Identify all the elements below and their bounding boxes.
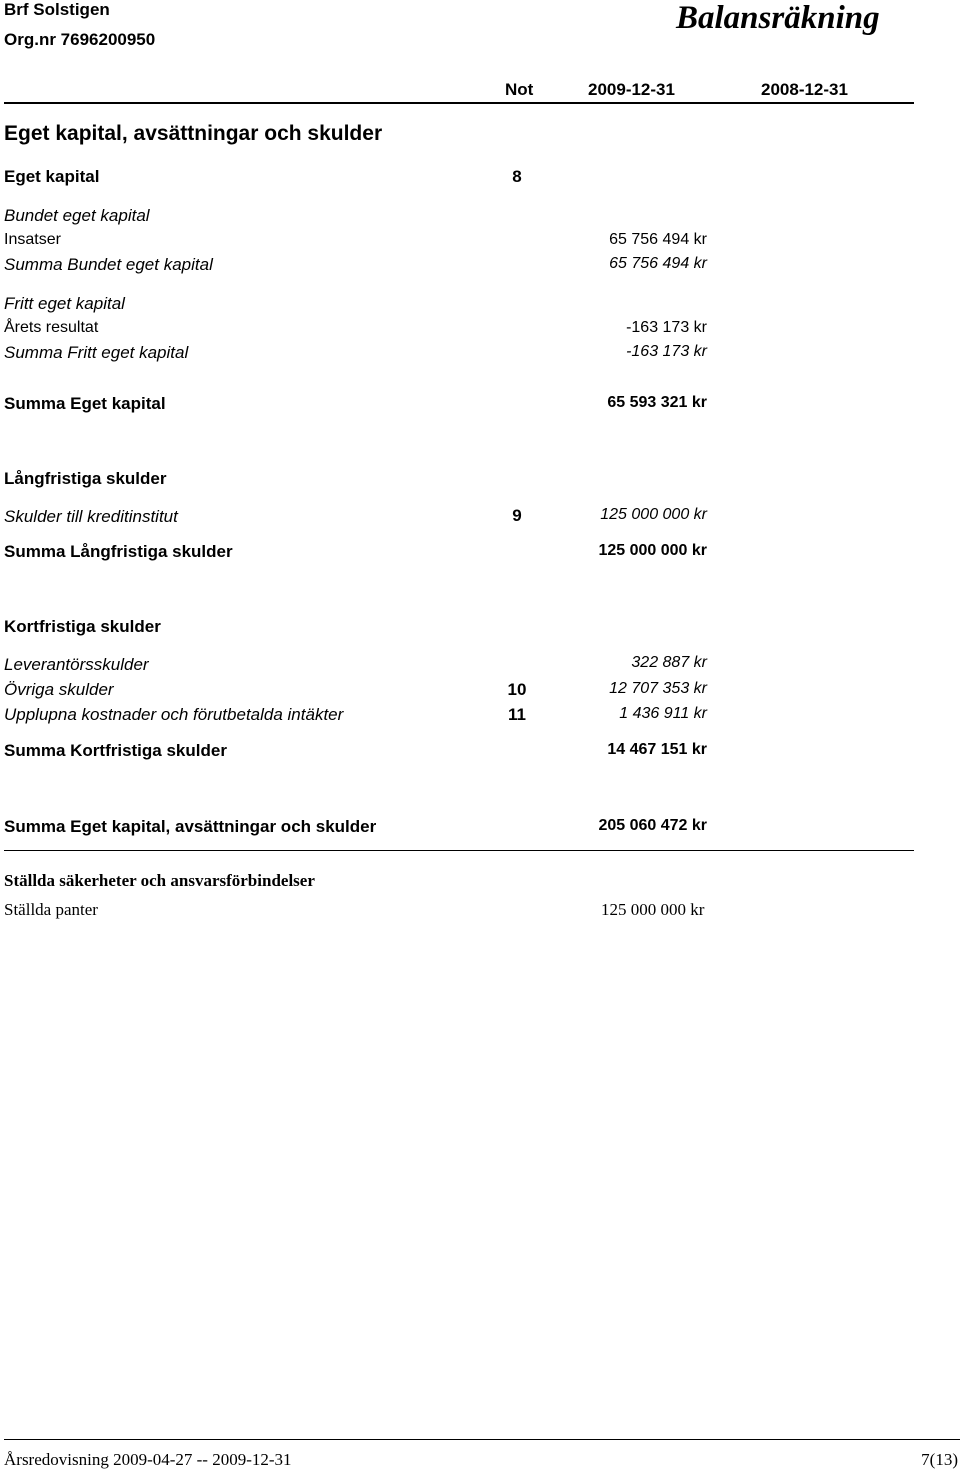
long-term-debt-sum-value: 125 000 000 kr <box>598 542 707 559</box>
short-term-item-note: 11 <box>508 705 526 724</box>
credit-institution-debt-label: Skulder till kreditinstitut <box>4 507 178 526</box>
long-term-debt-sum-label: Summa Långfristiga skulder <box>4 542 233 561</box>
bound-equity-heading: Bundet eget kapital <box>4 206 150 225</box>
equity-total-value: 65 593 321 kr <box>607 394 707 411</box>
equity-total-label: Summa Eget kapital <box>4 394 166 413</box>
short-term-debt-heading: Kortfristiga skulder <box>4 617 161 636</box>
footer-divider <box>4 1439 960 1440</box>
short-term-item-label: Upplupna kostnader och förutbetalda intäkter <box>4 705 344 724</box>
short-term-debt-sum-value: 14 467 151 kr <box>607 741 707 758</box>
page-title: Balansräkning <box>676 0 880 36</box>
short-term-item-value: 1 436 911 kr <box>619 705 707 722</box>
footer-report-period: Årsredovisning 2009-04-27 -- 2009-12-31 <box>4 1450 292 1469</box>
bound-equity-sum-label: Summa Bundet eget kapital <box>4 255 213 274</box>
total-divider <box>4 850 914 851</box>
credit-institution-debt-note: 9 <box>512 506 522 525</box>
short-term-item-value: 322 887 kr <box>631 654 707 671</box>
column-header-2009: 2009-12-31 <box>588 80 675 99</box>
column-header-note: Not <box>505 80 534 99</box>
pledged-assets-heading: Ställda säkerheter och ansvarsförbindelser <box>4 871 315 890</box>
free-equity-heading: Fritt eget kapital <box>4 294 125 313</box>
section-title: Eget kapital, avsättningar och skulder <box>4 122 383 145</box>
long-term-debt-heading: Långfristiga skulder <box>4 469 167 488</box>
annual-result-value: -163 173 kr <box>626 319 707 336</box>
grand-total-value: 205 060 472 kr <box>598 817 707 834</box>
pledged-assets-label: Ställda panter <box>4 900 98 919</box>
insatser-value: 65 756 494 kr <box>609 231 707 248</box>
short-term-item-label: Övriga skulder <box>4 680 114 699</box>
bound-equity-sum-value: 65 756 494 kr <box>609 255 707 272</box>
short-term-item-value: 12 707 353 kr <box>609 680 707 697</box>
column-header-2008: 2008-12-31 <box>761 80 848 99</box>
short-term-item-label: Leverantörsskulder <box>4 655 149 674</box>
association-name: Brf Solstigen <box>4 0 110 19</box>
short-term-item-note: 10 <box>507 680 527 699</box>
annual-result-label: Årets resultat <box>4 319 99 336</box>
equity-heading: Eget kapital <box>4 167 100 186</box>
pledged-assets-value: 125 000 000 kr <box>601 900 705 919</box>
free-equity-sum-label: Summa Fritt eget kapital <box>4 343 189 362</box>
free-equity-sum-value: -163 173 kr <box>626 343 707 360</box>
footer-page-number: 7(13) <box>921 1450 958 1469</box>
equity-note: 8 <box>512 167 522 186</box>
credit-institution-debt-value: 125 000 000 kr <box>600 506 707 523</box>
insatser-label: Insatser <box>4 231 61 248</box>
header-divider <box>4 102 914 104</box>
org-number: Org.nr 7696200950 <box>4 30 156 49</box>
grand-total-label: Summa Eget kapital, avsättningar och skulder <box>4 817 377 836</box>
short-term-debt-sum-label: Summa Kortfristiga skulder <box>4 741 227 760</box>
